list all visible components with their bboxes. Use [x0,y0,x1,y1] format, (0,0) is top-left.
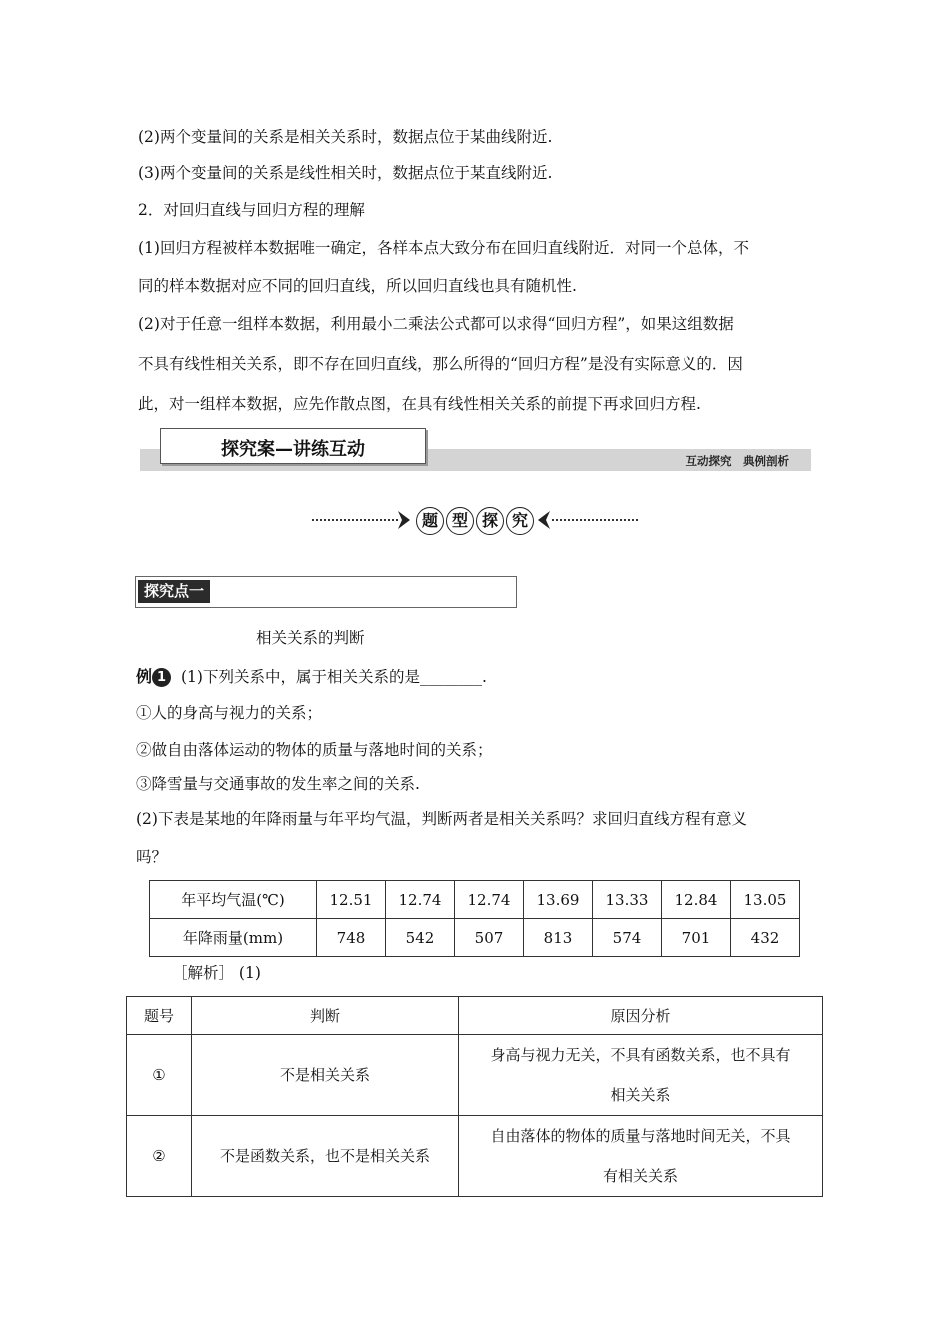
s2-para2-line2: 不具有线性相关关系，即不存在回归直线，那么所得的“回归方程”是没有实际意义的．因 [138,355,743,373]
analysis-label: ［解析］ (1) [172,964,261,982]
row-reason [459,1035,823,1116]
table-cell: 432 [731,919,800,957]
table-cell: 12.74 [386,881,455,919]
table-row [150,919,800,957]
type-char-3: 探 [476,507,504,535]
left-arrow-icon [538,511,550,529]
analysis-table [126,996,823,1197]
left-dotted-line [312,519,398,521]
table-cell: 12.74 [455,881,524,919]
example-label [136,664,171,687]
type-char-4: 究 [506,507,534,535]
table-cell: 12.51 [317,881,386,919]
example-q2-line2: 吗？ [136,848,168,866]
example-item1: ①人的身高与视力的关系； [136,704,323,722]
reason-line: 有相关关系 [602,1167,678,1185]
reason-line: 身高与视力无关，不具有函数关系，也不具有 [490,1046,791,1064]
para-2: (2)两个变量间的关系是相关关系时，数据点位于某曲线附近. [138,128,553,146]
header-cell: 题号 [127,997,192,1035]
reason-line: 自由落体的物体的质量与落地时间无关，不具 [490,1127,791,1145]
row-label: 年降雨量(mm) [150,919,317,957]
right-arrow-icon [398,511,410,529]
table-cell: 12.84 [662,881,731,919]
example-label-text: 例 [136,667,153,686]
s2-para1-line1: (1)回归方程被样本数据唯一确定，各样本点大致分布在回归直线附近．对同一个总体，不 [138,239,749,257]
table-cell: 813 [524,919,593,957]
s2-para1-line2: 同的样本数据对应不同的回归直线，所以回归直线也具有随机性. [138,277,577,295]
table-row [127,1035,823,1116]
table-cell: 701 [662,919,731,957]
example-item3: ③降雪量与交通事故的发生率之间的关系. [136,775,420,793]
table-header-row [127,997,823,1035]
table-cell: 13.69 [524,881,593,919]
banner-title: 探究案—讲练互动 [221,439,365,460]
section-banner [140,427,811,471]
section-subtitle: 相关关系的判断 [256,629,365,647]
s2-para2-line1: (2)对于任意一组样本数据，利用最小二乘法公式都可以求得“回归方程”，如果这组数据 [138,315,734,333]
row-number: ② [127,1116,192,1197]
example-item2: ②做自由落体运动的物体的质量与落地时间的关系； [136,741,493,759]
table-cell: 13.05 [731,881,800,919]
table-cell: 574 [593,919,662,957]
right-dotted-line [552,519,638,521]
type-header [312,505,642,537]
row-reason [459,1116,823,1197]
banner-subtitle: 互动探究 典例剖析 [685,454,789,468]
header-cell: 判断 [192,997,459,1035]
table-cell: 507 [455,919,524,957]
table-cell: 13.33 [593,881,662,919]
table-row [150,881,800,919]
reason-line: 相关关系 [610,1086,671,1104]
table-cell: 748 [317,919,386,957]
example-q1: (1)下列关系中，属于相关关系的是________. [181,668,487,686]
section-box [135,576,517,608]
row-judgement: 不是函数关系，也不是相关关系 [192,1116,459,1197]
table-row [127,1116,823,1197]
header-cell: 原因分析 [459,997,823,1035]
type-char-1: 题 [416,507,444,535]
type-char-2: 型 [446,507,474,535]
banner-title-box [160,428,426,464]
section-2-heading: 2．对回归直线与回归方程的理解 [138,201,365,219]
example-q2-line1: (2)下表是某地的年降雨量与年平均气温，判断两者是相关关系吗？求回归直线方程有意义 [136,810,747,828]
data-table [149,880,800,957]
para-3: (3)两个变量间的关系是线性相关时，数据点位于某直线附近. [138,164,553,182]
s2-para2-line3: 此，对一组样本数据，应先作散点图，在具有线性相关关系的前提下再求回归方程. [138,395,701,413]
example-number: 1 [152,668,171,687]
row-judgement: 不是相关关系 [192,1035,459,1116]
row-label: 年平均气温(℃) [150,881,317,919]
section-tag: 探究点一 [138,580,210,603]
table-cell: 542 [386,919,455,957]
row-number: ① [127,1035,192,1116]
